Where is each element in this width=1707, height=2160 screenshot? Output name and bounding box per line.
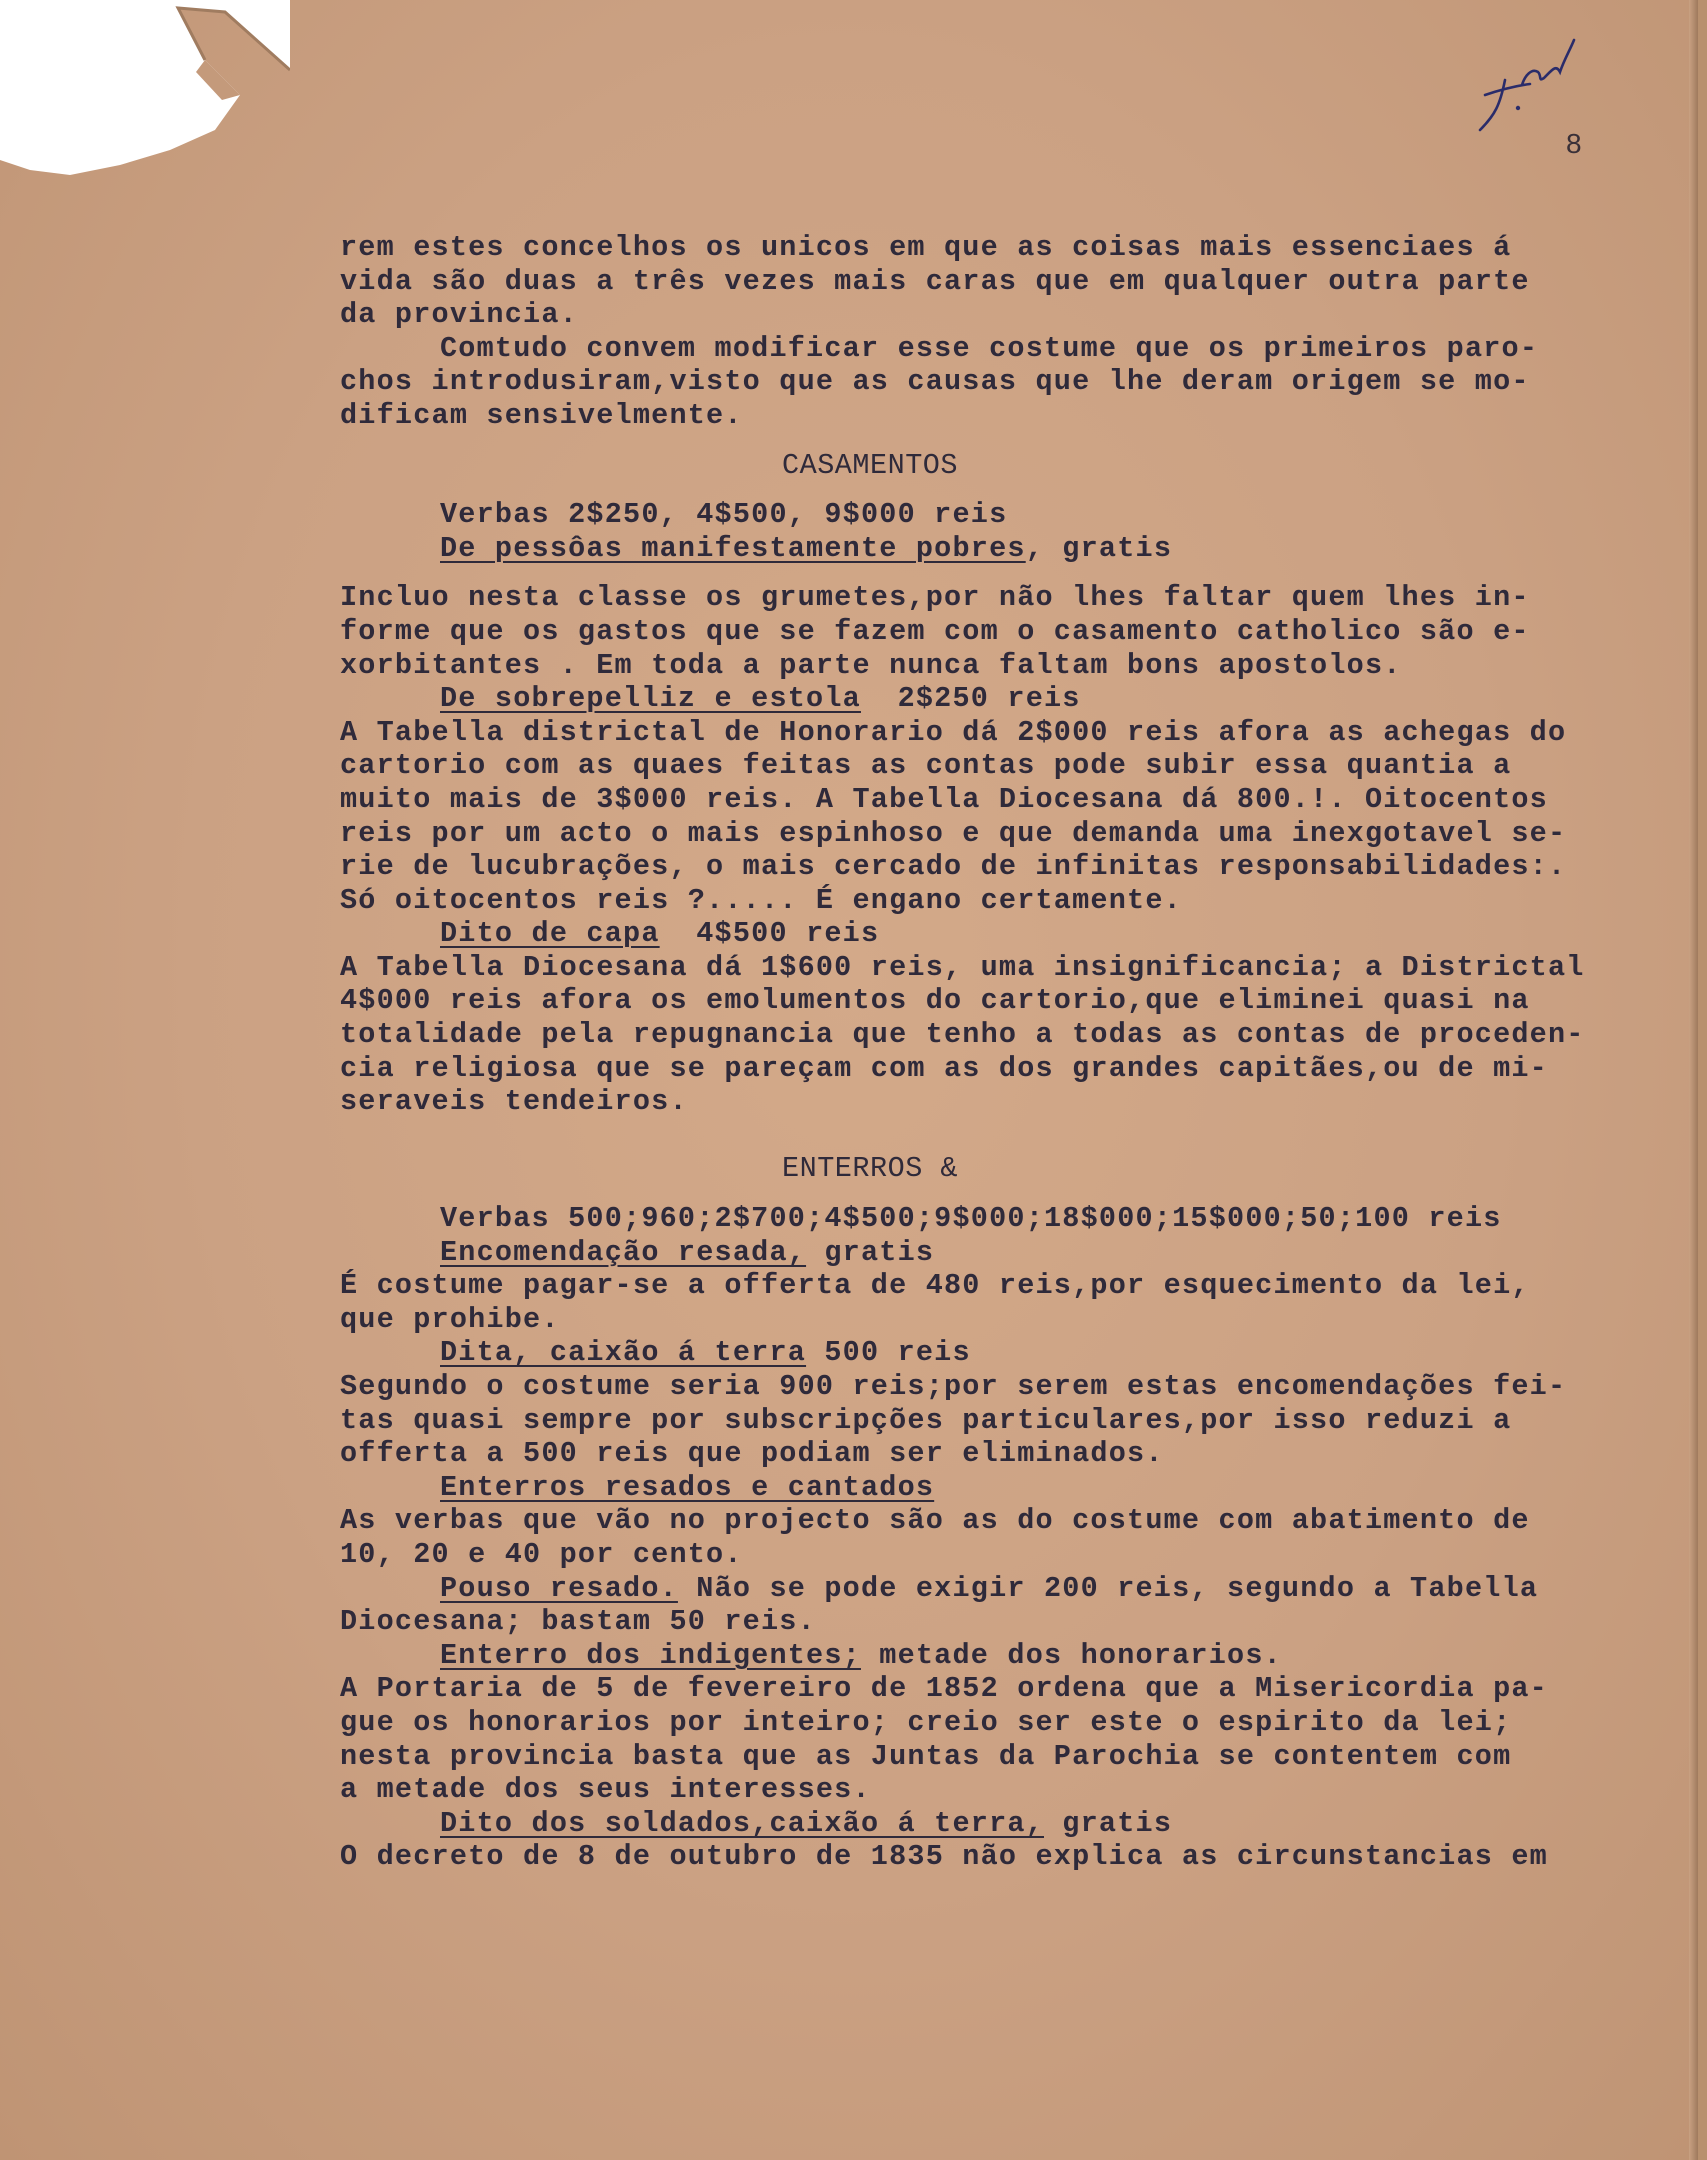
text-line: offerta a 500 reis que podiam ser eliminados. bbox=[340, 1437, 1164, 1471]
subheading-underlined: Enterros resados e cantados bbox=[440, 1470, 935, 1504]
text-line: 10, 20 e 40 por cento. bbox=[340, 1537, 743, 1571]
enterros-resados-cantados bbox=[340, 1471, 1700, 1505]
text-line: 4$000 reis afora os emolumentos do cartorio,que eliminei quasi na bbox=[340, 984, 1530, 1018]
subheading-underlined: De pessôas manifestamente pobres bbox=[440, 531, 1026, 565]
subheading-underlined: Dito dos soldados,caixão á terra, bbox=[440, 1806, 1044, 1840]
casamentos-pobres: De pessôas manifestamente pobres, gratis bbox=[440, 531, 1173, 565]
subheading-underlined: Pouso resado. bbox=[440, 1571, 678, 1605]
enterros-pouso: Pouso resado. Não se pode exigir 200 reis, segundo a Tabella bbox=[440, 1571, 1539, 1605]
text-line: rem estes concelhos os unicos em que as coisas mais essenciaes á bbox=[340, 231, 1512, 264]
text-line: totalidade pela repugnancia que tenho a todas as contas de proceden- bbox=[340, 1018, 1585, 1052]
text-line: cia religiosa que se pareçam com as dos grandes capitães,ou de mi- bbox=[340, 1051, 1548, 1085]
subheading-underlined: Enterro dos indigentes; bbox=[440, 1638, 861, 1672]
text-line: A Tabella Diocesana dá 1$600 reis, uma insignificancia; a Districtal bbox=[340, 950, 1585, 984]
text-line: que prohibe. bbox=[340, 1302, 560, 1336]
enterros-encomendacao: Encomendação resada, gratis bbox=[440, 1235, 935, 1269]
text-line: dificam sensivelmente. bbox=[340, 398, 743, 432]
subheading-underlined: Dito de capa bbox=[440, 917, 660, 951]
text-line: cartorio com as quaes feitas as contas pode subir essa quantia a bbox=[340, 749, 1512, 783]
text-line: da provincia. bbox=[340, 298, 578, 332]
text-line: tas quasi sempre por subscripções particulares,por isso reduzi a bbox=[340, 1403, 1512, 1437]
text-line: A Tabella districtal de Honorario dá 2$000 reis afora as achegas do bbox=[340, 715, 1567, 749]
text-line: a metade dos seus interesses. bbox=[340, 1773, 871, 1807]
text-line: reis por um acto o mais espinhoso e que demanda uma inexgotavel se- bbox=[340, 816, 1567, 850]
section-heading-casamentos: CASAMENTOS bbox=[781, 448, 959, 482]
text-line: nesta provincia basta que as Juntas da Parochia se contentem com bbox=[340, 1739, 1512, 1773]
text-line: As verbas que vão no projecto são as do costume com abatimento de bbox=[340, 1504, 1530, 1538]
text-line: Comtudo convem modificar esse costume que os primeiros paro- bbox=[440, 331, 1539, 365]
section-heading-enterros: ENTERROS & bbox=[781, 1152, 959, 1186]
text-line: A Portaria de 5 de fevereiro de 1852 ordena que a Misericordia pa- bbox=[340, 1672, 1548, 1706]
text-line: Segundo o costume seria 900 reis;por serem estas encomendações fei- bbox=[340, 1370, 1567, 1403]
casamentos-sobrepelliz: De sobrepelliz e estola 2$250 reis bbox=[440, 682, 1081, 716]
text-line: xorbitantes . Em toda a parte nunca faltam bons apostolos. bbox=[340, 648, 1402, 682]
page-number: 8 bbox=[1566, 128, 1582, 159]
enterros-verbas: Verbas 500;960;2$700;4$500;9$000;18$000;15$000;50;100 reis bbox=[440, 1202, 1502, 1236]
subheading-underlined: De sobrepelliz e estola bbox=[440, 682, 861, 716]
text-line: Só oitocentos reis ?..... É engano certamente. bbox=[340, 883, 1182, 917]
enterros-indigentes: Enterro dos indigentes; metade dos honorarios. bbox=[440, 1638, 1282, 1672]
torn-corner bbox=[0, 0, 290, 230]
text-line: É costume pagar-se a offerta de 480 reis,por esquecimento da lei, bbox=[340, 1269, 1530, 1303]
enterros-soldados: Dito dos soldados,caixão á terra, gratis bbox=[440, 1806, 1173, 1840]
text-line: seraveis tendeiros. bbox=[340, 1085, 688, 1119]
casamentos-verbas: Verbas 2$250, 4$500, 9$000 reis bbox=[440, 498, 1008, 532]
text-line: chos introdusiram,visto que as causas que lhe deram origem se mo- bbox=[340, 365, 1530, 399]
text-line: Incluo nesta classe os grumetes,por não lhes faltar quem lhes in- bbox=[340, 581, 1530, 615]
text-line: vida são duas a três vezes mais caras que em qualquer outra parte bbox=[340, 264, 1530, 298]
enterros-dita: Dita, caixão á terra 500 reis bbox=[440, 1336, 971, 1370]
body-text bbox=[340, 231, 1700, 1874]
subheading-underlined: Dita, caixão á terra bbox=[440, 1336, 807, 1370]
text-line: Diocesana; bastam 50 reis. bbox=[340, 1605, 816, 1639]
subheading-underlined: Encomendação resada, bbox=[440, 1235, 807, 1269]
text-line: muito mais de 3$000 reis. A Tabella Diocesana dá 800.!. Oitocentos bbox=[340, 782, 1548, 816]
text-line: rie de lucubrações, o mais cercado de infinitas responsabilidades:. bbox=[340, 850, 1567, 884]
casamentos-capa: Dito de capa 4$500 reis bbox=[440, 917, 880, 951]
text-line: O decreto de 8 de outubro de 1835 não explica as circunstancias em bbox=[340, 1840, 1548, 1874]
text-line: gue os honorarios por inteiro; creio ser este o espirito da lei; bbox=[340, 1705, 1512, 1739]
text-line: forme que os gastos que se fazem com o casamento catholico são e- bbox=[340, 614, 1530, 648]
